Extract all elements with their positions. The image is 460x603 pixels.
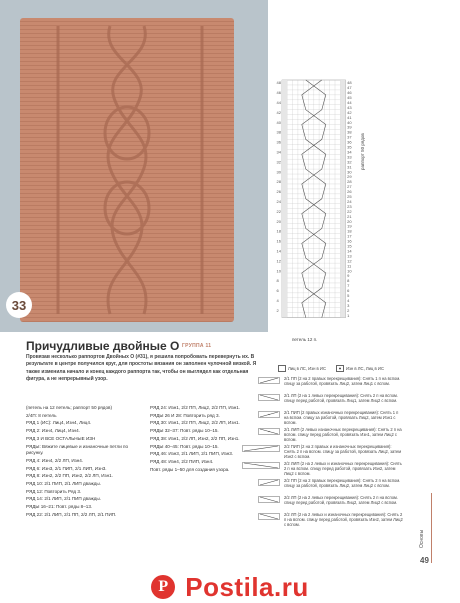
row-number: 25 [347, 194, 352, 199]
instruction-line: РЯДЫ 16–21: Повт. ряды 8–13. [26, 504, 93, 510]
purl-column [282, 80, 287, 318]
row-number: 20 [347, 218, 352, 224]
row-number: 23 [347, 203, 352, 209]
page-number: 49 [420, 556, 429, 565]
legend-item-text: 2/1 ПП (2 на 2 правых перекрещивания): Снять 1 п на вспом. спицу за работой, провязать Лиц2, затем Лиц1 с вспом. [284, 376, 401, 387]
row-number: 7 [347, 283, 350, 289]
row-number: 38 [347, 129, 352, 135]
legend-knit: Лиц в ЛС, Изн в ИС [278, 365, 326, 372]
row-number: 44 [347, 99, 352, 105]
instruction-line: РЯДЫ 40–45: Повт. ряды 10–15. [150, 443, 219, 449]
instruction-line: РЯД 22: 2/1 ЛИП, 2/1 ПП, 2/2 ЛП, 2/1 ПИП. [26, 511, 117, 517]
intro-text: Провязав несколько раппортов Двойных О (#31), я решила попробовать перевернуть их. В результате в центре получился круг, для простоты вязания он заполнен чулочной вязкой. Я также изменила начало и конец каждого раппорта так, чтобы он выглядел как отдельная фигура, а не непрерывный узор. [26, 354, 257, 383]
row-number: 37 [347, 134, 352, 140]
row-number-left: 2 [276, 307, 279, 313]
legend-item [258, 393, 408, 410]
legend-purl: Изн в ЛС, Лиц в ИС [336, 365, 384, 372]
cable-symbol-icon [258, 428, 280, 436]
row-number: 46 [347, 90, 352, 96]
row-number: 12 [347, 258, 352, 264]
legend-item [258, 478, 408, 495]
row-number-left: 26 [276, 189, 281, 195]
side-rule [431, 493, 432, 563]
row-number: 22 [347, 208, 352, 214]
row-number: 32 [347, 159, 352, 165]
row-number-left: 28 [276, 179, 281, 185]
legend-item-text: 2/2 ЛП (2 на 2 левых и изнаночных перекрещивания): Снять 2 п на вспом. спицу перед работой, провязать Изн2, затем Лиц2 с вспом. [284, 512, 403, 528]
cable-symbol-icon [258, 496, 280, 504]
row-number-left: 22 [276, 208, 281, 214]
row-number: 29 [347, 174, 352, 180]
legend-item-text: 2/1 ПИП (2 правых изнаночных перекрещивания): Снять 1 п на вспом. спицу за работой, провязать Лиц2, затем Изн1 с вспом. [284, 410, 399, 426]
row-number: 15 [347, 243, 352, 249]
instruction-line: РЯД 46: Изн3, 2/1 ЛИП, 2/1 ПИП, Изн3. [150, 451, 234, 457]
instruction-line: РЯД 3 И ВСЕ ОСТАЛЬНЫЕ ИЗН [26, 435, 96, 441]
row-number: 11 [347, 263, 352, 269]
row-number: 9 [347, 273, 350, 279]
legend-item-text: 2/1 ЛИП (2 левых изнаночных перекрещивания): Снять 2 п на вспом. спицу перед работой, провязать Изн1, затем Лиц2 с вспом. [284, 427, 402, 443]
cable-pattern-drawing [20, 18, 234, 322]
row-number: 40 [347, 119, 352, 125]
row-number-left: 14 [276, 248, 281, 254]
row-number: 42 [347, 109, 352, 115]
instruction-line: РЯДЫ: Вяжите лицевые и изнаночные петли по рисунку. [26, 443, 129, 456]
row-number: 10 [347, 268, 352, 274]
row-number: 3 [347, 302, 350, 308]
cable-symbol-icon [258, 377, 280, 385]
row-number: 18 [347, 228, 352, 234]
row-number: 28 [347, 179, 352, 185]
row-number-left: 44 [276, 99, 281, 105]
watermark [0, 571, 460, 603]
instruction-line: РЯД 2: Изн4, Лиц4, Изн4. [26, 428, 80, 434]
row-number: 39 [347, 124, 352, 130]
row-number: 45 [347, 95, 352, 100]
legend-item [258, 495, 408, 512]
row-number: 13 [347, 253, 352, 259]
row-number: 21 [347, 213, 352, 219]
instruction-line: РЯД 24: Изн1, 2/2 ПП, Лиц2, 2/2 ПП, Изн1. [150, 405, 241, 410]
row-number-left: 18 [276, 228, 281, 234]
row-number: 2 [347, 307, 350, 313]
row-number-left: 46 [276, 90, 281, 96]
row-number-left: 16 [276, 238, 281, 244]
row-number-left: 4 [276, 297, 279, 303]
row-number-left: 32 [276, 159, 281, 165]
legend-item-text: 2/2 ЛП (2 на 2 левых перекрещивания): Снять 2 п на вспом. спицу перед работой, провязать Лиц2, затем Лиц2 с вспом. [284, 495, 398, 506]
row-number-left: 40 [276, 119, 281, 125]
row-number-left: 34 [276, 149, 281, 155]
row-number-left: 6 [276, 288, 279, 294]
instruction-line: РЯД 48: Изн4, 2/2 ПИП, Изн4. [150, 458, 214, 464]
rapport-label: раппорт 50 рядов [360, 133, 365, 170]
row-number: 8 [347, 278, 350, 284]
legend-item [258, 461, 408, 478]
loops-label: петель 12 п. [292, 337, 318, 342]
row-number-left: 38 [276, 129, 281, 135]
row-number: 36 [347, 139, 352, 145]
instruction-line: РЯД 30: Изн1, 2/2 ПП, Лиц2, 2/2 ЛП, Изн1. [150, 420, 240, 426]
legend-item [258, 512, 408, 529]
cable-symbol-icon [258, 513, 280, 521]
row-number: 41 [347, 114, 352, 120]
legend-item [258, 376, 408, 393]
instruction-line: 2/4П: 8 петель [26, 412, 57, 418]
legend-item-text: 2/2 ЛИП (2 на 2 левых и изнаночных перекрещивания): Снять 2 п на вспом. спицу перед работой, провязать Изн2, затем Лиц2 с вспом. [284, 461, 402, 477]
instruction-line: Повт. ряды 1–50 для создания узора. [150, 466, 230, 472]
row-number: 5 [347, 293, 350, 298]
purl-square-icon [336, 365, 344, 372]
legend-cables [258, 376, 408, 529]
cable-symbol-icon [258, 411, 280, 419]
row-number-left: 36 [276, 139, 281, 145]
legend-item-text: 2/1 ЛП (2 на 1 левых перекрещивания): Снять 2 п на вспом. спицу перед работой, провязать Лиц1, затем Лиц2 с вспом. [284, 393, 398, 404]
postila-logo-icon: P [151, 575, 175, 599]
pattern-title: Причудливые двойные О [26, 339, 180, 353]
knit-square-icon [278, 365, 286, 372]
row-number: 14 [347, 248, 352, 254]
legend-item-text: 2/2 ПИП (2 на 2 правых и изнаночных перекрещивания): Снять 2 п на вспом. спицу за работой, провязать Лиц2, затем Изн2 с вспом. [284, 444, 402, 460]
legend-item [258, 444, 408, 461]
row-number-left: 8 [276, 278, 279, 284]
row-number: 1 [347, 312, 350, 318]
row-number-left: 30 [276, 169, 281, 175]
legend-item [258, 410, 408, 427]
row-number: 27 [347, 184, 352, 190]
row-number-left: 48 [276, 80, 281, 86]
swatch-photo [0, 0, 268, 332]
purl-column [340, 80, 345, 318]
row-number-left: 12 [276, 258, 281, 264]
legend-item-text: 2/2 ПП (2 на 2 правых перекрещивания): Снять 2 п на вспом. спицу за работой, провязать Лиц2, затем Лиц2 с вспом. [284, 478, 401, 489]
row-number: 35 [347, 144, 352, 150]
row-number: 48 [347, 80, 352, 86]
knitted-swatch [20, 18, 234, 322]
cable-symbol-icon [258, 479, 280, 487]
instruction-line: РЯД 8: Изн2, 2/2 ПП, Изн2, 2/2 ЛП, Изн1. [26, 473, 114, 479]
row-number-left: 10 [276, 268, 281, 274]
cable-symbol-icon [258, 394, 280, 402]
row-number-left: 24 [276, 198, 281, 204]
knitting-chart [276, 76, 356, 321]
instruction-line: РЯД 12: Повторить Ряд 3. [26, 488, 82, 494]
instruction-line: РЯД 14: 2/1 ЛИП, 2/1 ПИП дважды. [26, 496, 101, 502]
row-number: 26 [347, 189, 352, 195]
row-number: 24 [347, 198, 352, 204]
instruction-line: РЯД 10: 2/1 ПИП, 2/1 ЛИП дважды. [26, 481, 101, 487]
instructions-column-1 [26, 405, 144, 520]
instruction-line: РЯД 38: Изн1, 2/2 ЛП, Изн2, 2/2 ПП, Изн1. [150, 435, 240, 441]
legend-item [258, 427, 408, 444]
row-number: 19 [347, 223, 352, 229]
row-number: 16 [347, 238, 352, 244]
row-number: 31 [347, 164, 352, 170]
cable-symbol-icon [242, 445, 280, 453]
section-label: Основы [419, 529, 425, 548]
row-number: 6 [347, 288, 350, 294]
instruction-line: РЯД 6: Изн3, 2/1 ПИП, 2/1 ЛИП, Изн3. [26, 465, 107, 471]
row-number-left: 20 [276, 218, 281, 224]
row-number: 4 [347, 297, 350, 303]
row-number: 47 [347, 85, 352, 91]
row-number-left: 42 [276, 109, 281, 115]
instruction-line: РЯДЫ 32–37: Повт. ряды 10–15. [150, 428, 219, 434]
row-number: 43 [347, 104, 352, 110]
pattern-number-badge: 33 [6, 292, 32, 318]
instruction-line: (петель на 12 петель; раппорт 50 рядов) [26, 405, 113, 410]
group-label: ГРУППА 11 [182, 343, 212, 349]
watermark-text: Postila.ru [185, 571, 309, 602]
instruction-line: РЯД 4: Изн4, 2/2 ЛП, Изн4. [26, 457, 84, 463]
row-number: 30 [347, 169, 352, 175]
row-number: 34 [347, 149, 352, 155]
cable-symbol-icon [242, 462, 280, 470]
instruction-line: РЯДЫ 26 И 28: Повторить ряд 3. [150, 412, 220, 418]
row-number: 17 [347, 233, 352, 239]
row-number: 33 [347, 154, 352, 160]
instruction-line: РЯД 1 (ИС): Лиц4, Изн4, Лиц4. [26, 420, 92, 426]
